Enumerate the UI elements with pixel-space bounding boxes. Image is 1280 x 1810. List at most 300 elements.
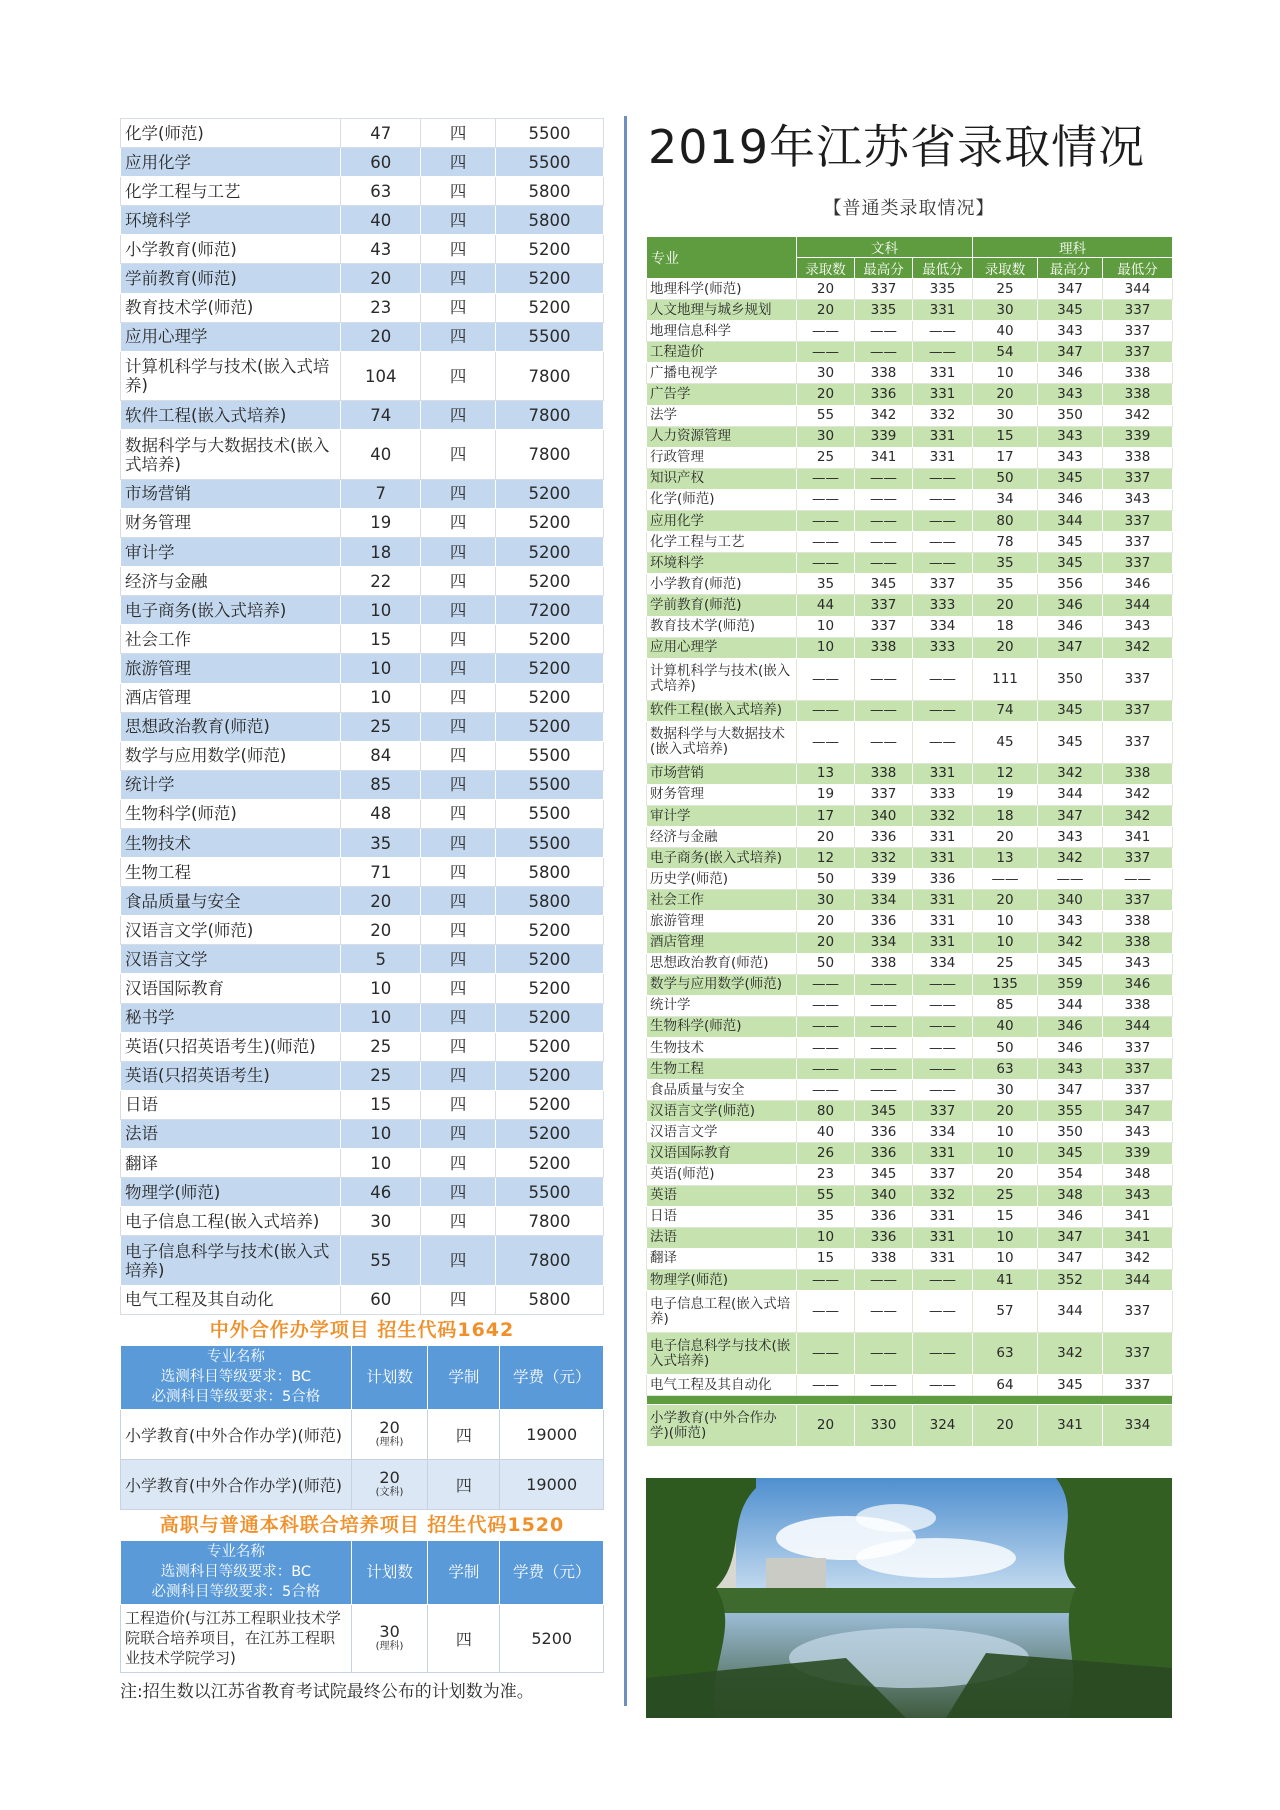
program-plan: 10 [341,974,421,1003]
program-name: 数据科学与大数据技术(嵌入式培养) [121,430,341,480]
admission-science-count: 54 [973,342,1038,363]
coop-row-plan-note: (文科) [375,1487,404,1499]
admission-arts-count: 26 [797,1143,855,1164]
admission-major: 社会工作 [647,890,797,911]
admission-science-min: 337 [1103,300,1173,321]
program-plan: 25 [341,1061,421,1090]
admission-science-count: 13 [973,848,1038,869]
program-name: 酒店管理 [121,683,341,712]
admission-major: 电子信息科学与技术(嵌入式培养) [647,1333,797,1375]
program-years: 四 [421,1032,496,1061]
admission-arts-count: —— [797,468,855,489]
admission-arts-count: —— [797,1333,855,1375]
admission-arts-min: —— [913,658,973,700]
coop-row-fee: 19000 [500,1409,604,1459]
admission-row [647,784,1173,805]
admission-science-max: 345 [1038,468,1103,489]
admission-row [647,827,1173,848]
admission-science-max: 347 [1038,637,1103,658]
admission-row [647,447,1173,468]
admission-science-max: 346 [1038,363,1103,384]
admission-science-min: 341 [1103,827,1173,848]
joint-row-years: 四 [428,1604,500,1672]
program-name: 汉语言文学(师范) [121,916,341,945]
program-name: 生物技术 [121,828,341,857]
program-years: 四 [421,235,496,264]
admission-arts-count: 17 [797,805,855,826]
admission-major: 行政管理 [647,447,797,468]
program-plan: 85 [341,770,421,799]
admission-science-count: 18 [973,616,1038,637]
admission-arts-count: —— [797,321,855,342]
program-plan: 30 [341,1207,421,1236]
admission-arts-min: 331 [913,848,973,869]
program-name: 财务管理 [121,508,341,537]
admission-row [647,1227,1173,1248]
admission-arts-min: 334 [913,953,973,974]
admission-major: 地理信息科学 [647,321,797,342]
program-fee: 5200 [496,235,604,264]
admission-science-count: 74 [973,700,1038,721]
admission-arts-min: —— [913,995,973,1016]
admission-arts-count: 20 [797,827,855,848]
admission-arts-count: —— [797,511,855,532]
program-years: 四 [421,430,496,480]
admission-science-count: 63 [973,1059,1038,1080]
admission-arts-max: 345 [855,574,913,595]
admission-arts-count: —— [797,1016,855,1037]
admission-major: 数据科学与大数据技术(嵌入式培养) [647,721,797,763]
program-name: 化学(师范) [121,119,341,148]
admission-arts-count: —— [797,1038,855,1059]
program-plan: 15 [341,1090,421,1119]
program-fee: 5200 [496,1149,604,1178]
program-fee: 5500 [496,148,604,177]
admission-table [646,236,1173,1447]
program-plan: 71 [341,858,421,887]
program-name: 化学工程与工艺 [121,177,341,206]
program-plan: 20 [341,887,421,916]
admission-science-count: 111 [973,658,1038,700]
admission-science-max: 343 [1038,1059,1103,1080]
admission-science-max: 347 [1038,805,1103,826]
admission-science-min: 343 [1103,1185,1173,1206]
program-name: 统计学 [121,770,341,799]
admission-row [647,553,1173,574]
program-fee: 5800 [496,1285,604,1314]
program-fee: 5200 [496,264,604,293]
arts-col-min: 最低分 [913,258,973,279]
coop-table [120,1345,604,1510]
program-years: 四 [421,654,496,683]
program-row [121,1149,604,1178]
admission-arts-max: —— [855,342,913,363]
program-years: 四 [421,1207,496,1236]
admission-arts-max: —— [855,995,913,1016]
admission-arts-max: 339 [855,426,913,447]
joint-header-name-line1: 专业名称 [206,1544,265,1561]
program-plan: 60 [341,1285,421,1314]
admission-science-max: 347 [1038,1080,1103,1101]
program-table-body [121,119,604,1315]
admission-science-count: 35 [973,553,1038,574]
program-fee: 5200 [496,916,604,945]
program-row [121,1236,604,1286]
admission-science-max: 350 [1038,658,1103,700]
admission-row [647,342,1173,363]
admission-science-max: 342 [1038,1333,1103,1375]
admission-arts-max: —— [855,974,913,995]
program-plan: 18 [341,538,421,567]
admission-row [647,763,1173,784]
admission-science-count: 80 [973,511,1038,532]
admission-science-max: 347 [1038,1227,1103,1248]
admission-row [647,1248,1173,1269]
admission-row [647,279,1173,300]
admission-arts-max: 335 [855,300,913,321]
admission-arts-min: —— [913,974,973,995]
admission-science-count: 135 [973,974,1038,995]
program-table [120,118,604,1315]
admission-arts-min: —— [913,342,973,363]
joint-header-name [121,1540,352,1604]
program-row [121,293,604,322]
admission-science-count: 41 [973,1270,1038,1291]
admission-science-min: 342 [1103,784,1173,805]
admission-arts-max: —— [855,1270,913,1291]
admission-arts-count: 55 [797,1185,855,1206]
admission-science-count: 40 [973,1016,1038,1037]
program-fee: 5800 [496,206,604,235]
program-years: 四 [421,1119,496,1148]
program-row [121,351,604,401]
admission-science-min: 341 [1103,1206,1173,1227]
program-name: 旅游管理 [121,654,341,683]
admission-science-min: 337 [1103,321,1173,342]
admission-major: 广告学 [647,384,797,405]
joint-section-title: 高职与普通本科联合培养项目 招生代码1520 [159,1513,565,1536]
program-years: 四 [421,567,496,596]
program-years: 四 [421,887,496,916]
admission-science-count: 10 [973,1122,1038,1143]
admission-major: 经济与金融 [647,827,797,848]
coop-header-name-line1: 专业名称 [206,1349,265,1366]
admission-arts-min: —— [913,321,973,342]
admission-major: 环境科学 [647,553,797,574]
admission-arts-max: 337 [855,784,913,805]
program-fee: 5200 [496,1119,604,1148]
admission-arts-max: 337 [855,279,913,300]
admission-science-max: 347 [1038,1248,1103,1269]
program-row [121,430,604,480]
admission-major: 法语 [647,1227,797,1248]
admission-row [647,405,1173,426]
program-row [121,974,604,1003]
admission-major: 学前教育(师范) [647,595,797,616]
admission-arts-max: 340 [855,1185,913,1206]
admission-header-major: 专业 [647,237,797,279]
admission-arts-count: 40 [797,1122,855,1143]
program-fee: 5200 [496,1090,604,1119]
admission-science-min: 337 [1103,721,1173,763]
admission-science-min: 346 [1103,974,1173,995]
admission-science-count: 10 [973,911,1038,932]
admission-science-min: 337 [1103,1038,1173,1059]
admission-row [647,468,1173,489]
program-name: 秘书学 [121,1003,341,1032]
admission-row [647,1333,1173,1375]
admission-science-max: 354 [1038,1164,1103,1185]
admission-major: 人文地理与城乡规划 [647,300,797,321]
admission-major: 英语(师范) [647,1164,797,1185]
program-fee: 5800 [496,177,604,206]
program-name: 英语(只招英语考生) [121,1061,341,1090]
admission-arts-count: 80 [797,1101,855,1122]
admission-arts-max: —— [855,532,913,553]
admission-major: 日语 [647,1206,797,1227]
coop-row-plan [351,1409,428,1459]
program-name: 食品质量与安全 [121,887,341,916]
admission-major: 广播电视学 [647,363,797,384]
admission-science-min: 337 [1103,848,1173,869]
admission-arts-max: 336 [855,1206,913,1227]
program-name: 思想政治教育(师范) [121,712,341,741]
admission-row [647,426,1173,447]
admission-major: 生物工程 [647,1059,797,1080]
admission-science-min: 339 [1103,426,1173,447]
program-years: 四 [421,625,496,654]
admission-arts-min: 334 [913,1122,973,1143]
admission-arts-max: 339 [855,869,913,890]
admission-row [647,953,1173,974]
campus-lake-photo [646,1478,1172,1718]
coop-header-fee: 学费（元） [500,1345,604,1409]
program-years: 四 [421,401,496,430]
admission-major: 生物技术 [647,1038,797,1059]
program-fee: 5200 [496,293,604,322]
admission-arts-count: —— [797,721,855,763]
admission-science-max: 345 [1038,532,1103,553]
program-name: 英语(只招英语考生)(师范) [121,1032,341,1061]
admission-major: 工程造价 [647,342,797,363]
program-fee: 5500 [496,322,604,351]
admission-row [647,1143,1173,1164]
admission-arts-count: 20 [797,279,855,300]
admission-major: 物理学(师范) [647,1270,797,1291]
admission-row [647,1185,1173,1206]
admission-arts-count: 15 [797,1248,855,1269]
coop-row-plan-value: 20 [379,1468,400,1488]
program-plan: 10 [341,1149,421,1178]
admission-science-count: 10 [973,363,1038,384]
program-row [121,1119,604,1148]
admission-arts-max: 345 [855,1101,913,1122]
admission-coop-major: 小学教育(中外合作办学)(师范) [647,1405,797,1447]
admission-arts-count: 19 [797,784,855,805]
admission-science-min: 338 [1103,763,1173,784]
program-fee: 7800 [496,1207,604,1236]
admission-arts-max: —— [855,1038,913,1059]
admission-major: 小学教育(师范) [647,574,797,595]
program-plan: 10 [341,683,421,712]
program-fee: 5500 [496,1178,604,1207]
admission-separator-bar [647,1396,1173,1405]
program-years: 四 [421,945,496,974]
admission-science-max: 342 [1038,763,1103,784]
program-fee: 5200 [496,1032,604,1061]
admission-arts-max: 345 [855,1164,913,1185]
admission-row [647,974,1173,995]
admission-science-max: 345 [1038,1375,1103,1396]
admission-arts-count: 55 [797,405,855,426]
admission-science-count: 45 [973,721,1038,763]
admission-arts-count: 35 [797,574,855,595]
admission-science-count: 20 [973,890,1038,911]
program-plan: 47 [341,119,421,148]
admission-arts-count: —— [797,342,855,363]
program-row [121,596,604,625]
program-years: 四 [421,799,496,828]
admission-major: 教育技术学(师范) [647,616,797,637]
admission-row [647,532,1173,553]
program-fee: 7800 [496,1236,604,1286]
admission-science-min: 343 [1103,489,1173,510]
program-plan: 10 [341,1003,421,1032]
program-name: 电子信息工程(嵌入式培养) [121,1207,341,1236]
coop-row [121,1459,604,1509]
admission-arts-min: 331 [913,827,973,848]
program-row [121,508,604,537]
admission-science-max: —— [1038,869,1103,890]
admission-arts-max: —— [855,511,913,532]
admission-science-max: 345 [1038,953,1103,974]
admission-row [647,1080,1173,1101]
admission-arts-min: 337 [913,1164,973,1185]
program-plan: 74 [341,401,421,430]
admission-major: 食品质量与安全 [647,1080,797,1101]
admission-science-count: —— [973,869,1038,890]
admission-header-arts: 文科 [797,237,973,258]
admission-arts-min: 331 [913,911,973,932]
admission-science-max: 344 [1038,995,1103,1016]
admission-row [647,300,1173,321]
program-plan: 19 [341,508,421,537]
admission-arts-min: 333 [913,595,973,616]
admission-science-count: 34 [973,489,1038,510]
admission-arts-count: 30 [797,890,855,911]
program-row [121,1178,604,1207]
admission-row [647,700,1173,721]
admission-arts-min: —— [913,1270,973,1291]
admission-science-count: 35 [973,574,1038,595]
admission-row [647,321,1173,342]
admission-arts-count: 20 [797,384,855,405]
admission-science-count: 30 [973,1080,1038,1101]
admission-arts-count: 30 [797,363,855,384]
program-fee: 5500 [496,770,604,799]
admission-arts-count: —— [797,553,855,574]
program-years: 四 [421,974,496,1003]
admission-major: 汉语言文学(师范) [647,1101,797,1122]
admission-arts-count: —— [797,1375,855,1396]
admission-science-count: 20 [973,1164,1038,1185]
admission-arts-min: —— [913,489,973,510]
admission-arts-max: 336 [855,1227,913,1248]
program-name: 小学教育(师范) [121,235,341,264]
admission-row [647,1059,1173,1080]
admission-arts-max: 336 [855,1122,913,1143]
program-years: 四 [421,1236,496,1286]
admission-science-max: 344 [1038,511,1103,532]
program-years: 四 [421,264,496,293]
admission-arts-min: 331 [913,363,973,384]
program-years: 四 [421,770,496,799]
admission-arts-count: 20 [797,932,855,953]
program-row [121,1090,604,1119]
admission-arts-min: —— [913,1059,973,1080]
admission-coop-science-count: 20 [973,1405,1038,1447]
admission-arts-min: —— [913,1080,973,1101]
program-name: 物理学(师范) [121,1178,341,1207]
admission-major: 电子商务(嵌入式培养) [647,848,797,869]
admission-arts-max: —— [855,553,913,574]
admission-science-min: 343 [1103,953,1173,974]
admission-science-max: 343 [1038,321,1103,342]
admission-science-max: 340 [1038,890,1103,911]
admission-row [647,1016,1173,1037]
admission-arts-min: —— [913,468,973,489]
admission-table-body [647,279,1173,1447]
admission-science-count: 15 [973,1206,1038,1227]
program-plan: 104 [341,351,421,401]
admission-major: 化学(师范) [647,489,797,510]
admission-arts-count: 50 [797,953,855,974]
admission-science-min: 338 [1103,932,1173,953]
admission-arts-count: —— [797,1291,855,1333]
admission-major: 旅游管理 [647,911,797,932]
arts-col-count: 录取数 [797,258,855,279]
admission-arts-min: 331 [913,447,973,468]
program-name: 电子商务(嵌入式培养) [121,596,341,625]
admission-row [647,1038,1173,1059]
coop-row-plan-note: (理科) [375,1437,404,1449]
program-plan: 40 [341,206,421,235]
page-title: 2019年江苏省录取情况 [648,120,1146,174]
program-row [121,654,604,683]
admission-science-max: 350 [1038,405,1103,426]
joint-row-fee: 5200 [500,1604,604,1672]
program-years: 四 [421,1061,496,1090]
admission-arts-count: 35 [797,1206,855,1227]
admission-row [647,890,1173,911]
program-fee: 7800 [496,351,604,401]
program-plan: 23 [341,293,421,322]
admission-arts-count: 10 [797,1227,855,1248]
admission-science-count: 25 [973,953,1038,974]
admission-major: 汉语国际教育 [647,1143,797,1164]
admission-science-count: 20 [973,637,1038,658]
joint-row-name: 工程造价(与江苏工程职业技术学院联合培养项目，在江苏工程职业技术学院学习) [121,1604,352,1672]
admission-science-min: 342 [1103,1248,1173,1269]
admission-arts-max: 338 [855,763,913,784]
admission-science-min: 337 [1103,1059,1173,1080]
program-plan: 84 [341,741,421,770]
joint-header-fee: 学费（元） [500,1540,604,1604]
program-fee: 5200 [496,479,604,508]
program-row [121,1285,604,1314]
program-plan: 20 [341,916,421,945]
admission-arts-max: —— [855,700,913,721]
